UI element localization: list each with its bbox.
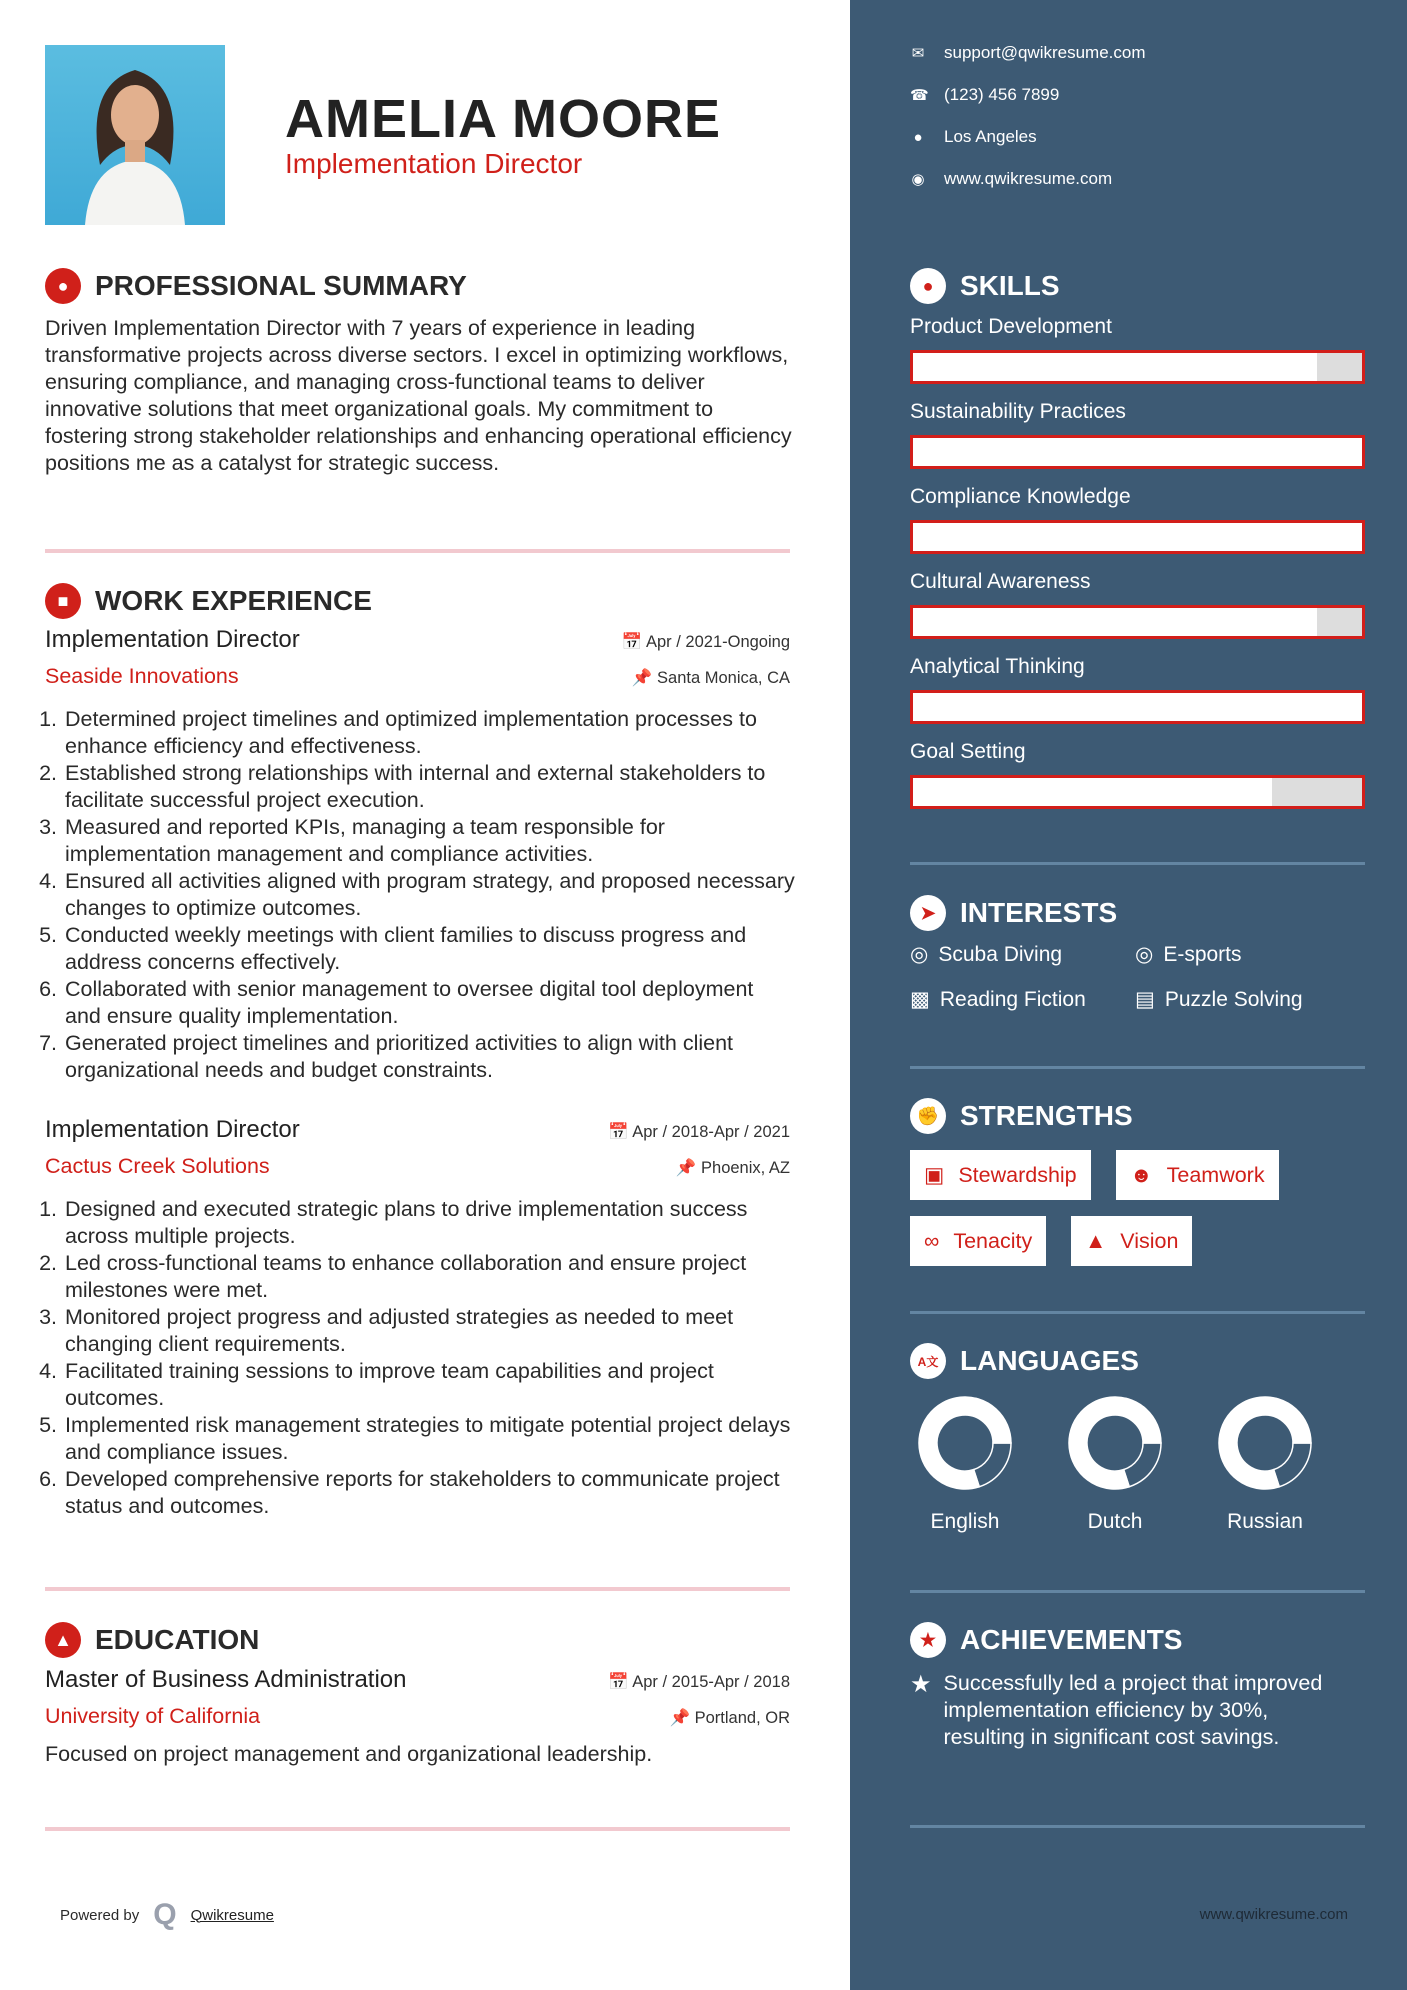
education-dates	[608, 1673, 790, 1692]
job-subheader	[45, 1154, 790, 1179]
phone-text: (123) 456 7899	[944, 85, 1060, 104]
divider	[45, 1827, 790, 1831]
bullet-item: 4. Ensured all activities aligned with program strategy, and proposed necessary changes to optimize outcomes.	[63, 868, 795, 922]
users-icon: ☻	[1130, 1162, 1153, 1187]
qwikresume-link[interactable]: Qwikresume	[190, 1906, 274, 1924]
strength-label: Stewardship	[958, 1162, 1077, 1187]
calendar-icon: 📅	[621, 633, 646, 651]
education-heading-text: EDUCATION	[95, 1624, 260, 1655]
lightbulb-icon: ●	[910, 268, 946, 304]
strength-badge	[1116, 1150, 1279, 1200]
calendar-icon: 📅	[608, 1123, 633, 1141]
interest-label: Reading Fiction	[939, 987, 1086, 1011]
interest-item	[910, 987, 1086, 1012]
skill-bar-fill	[913, 778, 1272, 806]
experience-heading	[45, 583, 372, 619]
link-icon: ∞	[924, 1228, 940, 1253]
powered-by	[60, 1898, 274, 1932]
skill-bar	[910, 350, 1365, 384]
life-ring-icon: ◎	[910, 943, 929, 966]
bullet-item: 5. Conducted weekly meetings with client families to discuss progress and address concerns effectively.	[63, 922, 795, 976]
interest-item	[910, 942, 1062, 967]
degree: Master of Business Administration	[45, 1666, 407, 1693]
languages-heading	[910, 1343, 1139, 1379]
summary-heading-text: PROFESSIONAL SUMMARY	[95, 270, 467, 301]
contact-phone	[910, 85, 1059, 105]
strength-badge	[1071, 1216, 1192, 1266]
job-dates-text: Apr / 2021-Ongoing	[645, 633, 790, 651]
interest-item	[1135, 942, 1242, 967]
contact-email	[910, 43, 1146, 63]
shooting-star-icon: ★	[910, 1671, 932, 1698]
education-dates-text: Apr / 2015-Apr / 2018	[632, 1673, 790, 1691]
language-name: English	[930, 1510, 1000, 1533]
footer-website[interactable]: www.qwikresume.com	[1199, 1906, 1348, 1923]
bullet-item: 6. Collaborated with senior management to oversee digital tool deployment and ensure quality implementation.	[63, 976, 795, 1030]
bullet-item: 3. Measured and reported KPIs, managing a team responsible for implementation management and compliance activities.	[63, 814, 795, 868]
divider	[910, 1066, 1365, 1069]
job-dates-text: Apr / 2018-Apr / 2021	[632, 1123, 790, 1141]
contact-website	[910, 169, 1112, 189]
interest-label: Scuba Diving	[938, 942, 1063, 966]
pin-icon: 📌	[631, 669, 658, 687]
education-header	[45, 1666, 790, 1694]
candidate-name: AMELIA MOORE	[285, 89, 721, 149]
divider	[45, 1587, 790, 1591]
bullet-item: 2. Established strong relationships with internal and external stakeholders to facilitate successful project execution.	[63, 760, 795, 814]
location-text: Los Angeles	[944, 127, 1037, 146]
skill-name: Analytical Thinking	[910, 655, 1085, 678]
job-subheader	[45, 664, 790, 689]
language-donut	[1217, 1395, 1313, 1491]
briefcase-icon: ▣	[924, 1162, 945, 1187]
education-heading	[45, 1622, 259, 1658]
profile-photo	[45, 45, 225, 225]
bullet-item: 5. Implemented risk management strategies to mitigate potential project delays and compliance issues.	[63, 1412, 795, 1466]
interests-heading	[910, 895, 1117, 931]
language-icon: A文	[910, 1343, 946, 1379]
globe-icon: ◉	[911, 171, 925, 188]
map-marker-icon: ●	[913, 128, 923, 146]
skills-heading	[910, 268, 1060, 304]
job-header	[45, 626, 790, 654]
skill-name: Product Development	[910, 315, 1112, 338]
skill-bar	[910, 520, 1365, 554]
phone-icon: ☎	[910, 87, 929, 104]
education-location-text: Portland, OR	[694, 1709, 790, 1727]
summary-heading	[45, 268, 467, 304]
pin-icon: 📌	[675, 1159, 702, 1177]
language-donut	[917, 1395, 1013, 1491]
skill-bar-fill	[913, 353, 1317, 381]
skill-name: Compliance Knowledge	[910, 485, 1131, 508]
education-description: Focused on project management and organizational leadership.	[45, 1742, 653, 1766]
language-donut	[1067, 1395, 1163, 1491]
interest-label: Puzzle Solving	[1164, 987, 1303, 1011]
skill-bar	[910, 690, 1365, 724]
school: University of California	[45, 1704, 261, 1728]
email-text[interactable]: support@qwikresume.com	[944, 43, 1146, 62]
strength-badge	[910, 1150, 1091, 1200]
achievement-text: Successfully led a project that improved implementation efficiency by 30%, resulting in significant cost savings.	[943, 1671, 1323, 1749]
skill-bar	[910, 775, 1365, 809]
job-title: Implementation Director	[45, 1116, 300, 1143]
pin-icon: 📌	[669, 1709, 695, 1727]
strengths-heading	[910, 1098, 1133, 1134]
job-company: Seaside Innovations	[45, 664, 239, 688]
education-location	[669, 1709, 790, 1728]
skill-name: Goal Setting	[910, 740, 1026, 763]
interests-heading-text: INTERESTS	[960, 897, 1118, 928]
strength-label: Teamwork	[1166, 1162, 1265, 1187]
bullet-item: 1. Determined project timelines and optimized implementation processes to enhance efficiency and effectiveness.	[63, 706, 795, 760]
interest-label: E-sports	[1163, 942, 1242, 966]
graduate-icon: ▲	[45, 1622, 81, 1658]
fist-icon: ✊	[910, 1098, 946, 1134]
job-header	[45, 1116, 790, 1144]
job-title: Implementation Director	[45, 626, 300, 653]
gamepad-icon: ▩	[910, 988, 930, 1011]
bullet-item: 7. Generated project timelines and prioritized activities to align with client organizational needs and budget constraints.	[63, 1030, 795, 1084]
interest-item	[1135, 987, 1303, 1012]
divider	[45, 549, 790, 553]
skill-bar-fill	[913, 438, 1362, 466]
user-icon: ●	[45, 268, 81, 304]
divider	[910, 1590, 1365, 1593]
skills-heading-text: SKILLS	[960, 270, 1060, 301]
job-bullets	[45, 706, 795, 1084]
skill-bar	[910, 435, 1365, 469]
skill-bar-fill	[913, 693, 1362, 721]
summary-text: Driven Implementation Director with 7 years of experience in leading transformative projects across diverse sectors. I excel in optimizing workflows, ensuring compliance, and managing cross-functional teams to deliver innovative solutions that meet organizational goals. My commitment to fostering strong stakeholder relationships and enhancing operational efficiency positions me as a catalyst for strategic success.	[45, 316, 792, 475]
binoculars-icon: ▲	[1085, 1228, 1107, 1253]
education-subheader	[45, 1704, 790, 1729]
bullet-item: 2. Led cross-functional teams to enhance collaboration and ensure project milestones were met.	[63, 1250, 795, 1304]
sidebar	[850, 0, 1407, 1990]
strength-label: Tenacity	[953, 1228, 1033, 1253]
divider	[910, 862, 1365, 865]
paper-plane-icon: ➤	[910, 895, 946, 931]
powered-by-text: Powered by	[60, 1906, 140, 1924]
job-dates	[622, 633, 790, 652]
candidate-title: Implementation Director	[285, 148, 583, 179]
website-text[interactable]: www.qwikresume.com	[944, 169, 1113, 188]
job-dates	[608, 1123, 790, 1142]
contact-location	[910, 127, 1037, 147]
divider	[910, 1825, 1365, 1828]
skill-bar	[910, 605, 1365, 639]
star-icon: ★	[910, 1622, 946, 1658]
experience-heading-text: WORK EXPERIENCE	[95, 585, 372, 616]
language-name: Dutch	[1087, 1510, 1143, 1533]
bullet-item: 6. Developed comprehensive reports for stakeholders to communicate project status and outcomes.	[63, 1466, 795, 1520]
job-location	[676, 1159, 790, 1178]
life-ring-icon: ◎	[1135, 943, 1154, 966]
skill-name: Sustainability Practices	[910, 400, 1126, 423]
achievement-item	[910, 1670, 1355, 1751]
achievements-heading-text: ACHIEVEMENTS	[960, 1624, 1183, 1655]
divider	[910, 1311, 1365, 1314]
job-bullets	[45, 1196, 795, 1520]
bullet-item: 3. Monitored project progress and adjusted strategies as needed to meet changing client requirements.	[63, 1304, 795, 1358]
envelope-icon: ✉	[911, 45, 925, 62]
job-location	[632, 669, 790, 688]
strength-badge	[910, 1216, 1046, 1266]
bullet-item: 4. Facilitated training sessions to improve team capabilities and project outcomes.	[63, 1358, 795, 1412]
briefcase-chair-icon: ■	[45, 583, 81, 619]
strengths-heading-text: STRENGTHS	[960, 1100, 1133, 1131]
skill-bar-fill	[913, 523, 1362, 551]
achievements-heading	[910, 1622, 1182, 1658]
qwikresume-logo-icon: Q	[153, 1898, 177, 1931]
bullet-item: 1. Designed and executed strategic plans to drive implementation success across multiple projects.	[63, 1196, 795, 1250]
book-icon: ▤	[1135, 988, 1155, 1011]
job-location-text: Phoenix, AZ	[701, 1159, 790, 1177]
language-name: Russian	[1227, 1510, 1303, 1533]
languages-heading-text: LANGUAGES	[960, 1345, 1139, 1376]
skill-name: Cultural Awareness	[910, 570, 1091, 593]
job-location-text: Santa Monica, CA	[657, 669, 790, 687]
calendar-icon: 📅	[608, 1673, 633, 1691]
job-company: Cactus Creek Solutions	[45, 1154, 270, 1178]
skill-bar-fill	[913, 608, 1317, 636]
strength-label: Vision	[1120, 1228, 1179, 1253]
